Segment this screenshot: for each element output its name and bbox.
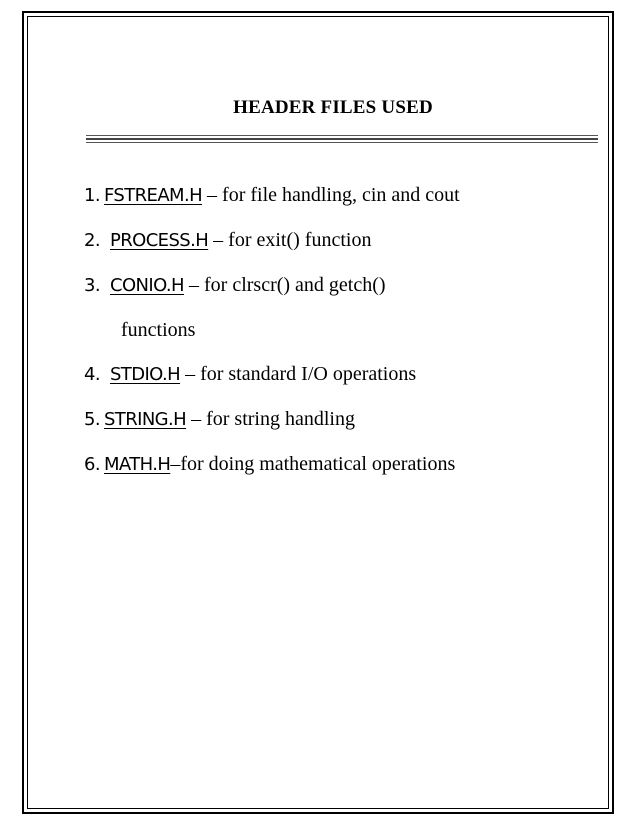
item-number: 3. xyxy=(84,275,100,296)
item-number: 5. xyxy=(84,409,100,430)
list-item-process xyxy=(84,227,624,254)
item-description: – for file handling, cin and cout xyxy=(202,184,460,206)
header-file-list xyxy=(84,182,624,496)
item-number: 1. xyxy=(84,185,100,206)
list-item-string xyxy=(84,406,624,433)
list-item-fstream xyxy=(84,182,624,209)
list-item-conio xyxy=(84,272,624,343)
list-item-math xyxy=(84,451,624,478)
item-header-name: PROCESS.H xyxy=(109,230,209,251)
title-divider xyxy=(86,135,598,145)
item-header-name: FSTREAM.H xyxy=(103,185,203,206)
item-header-name: MATH.H xyxy=(103,454,171,475)
item-number: 2. xyxy=(84,230,100,251)
item-description: – for standard I/O operations xyxy=(180,363,417,385)
list-item-stdio xyxy=(84,361,624,388)
item-number: 6. xyxy=(84,454,100,475)
item-description: – for clrscr() and getch() xyxy=(184,274,386,296)
item-header-name: STDIO.H xyxy=(109,364,181,385)
item-header-name: CONIO.H xyxy=(109,275,184,296)
item-number: 4. xyxy=(84,364,100,385)
item-description-continued: functions xyxy=(121,319,196,341)
page-border-inner xyxy=(27,16,609,809)
item-description: – for string handling xyxy=(186,408,355,430)
page-border xyxy=(22,11,614,814)
item-description: – for exit() function xyxy=(208,229,372,251)
page-title: HEADER FILES USED xyxy=(233,97,433,118)
item-description: –for doing mathematical operations xyxy=(170,453,456,475)
item-header-name: STRING.H xyxy=(103,409,187,430)
